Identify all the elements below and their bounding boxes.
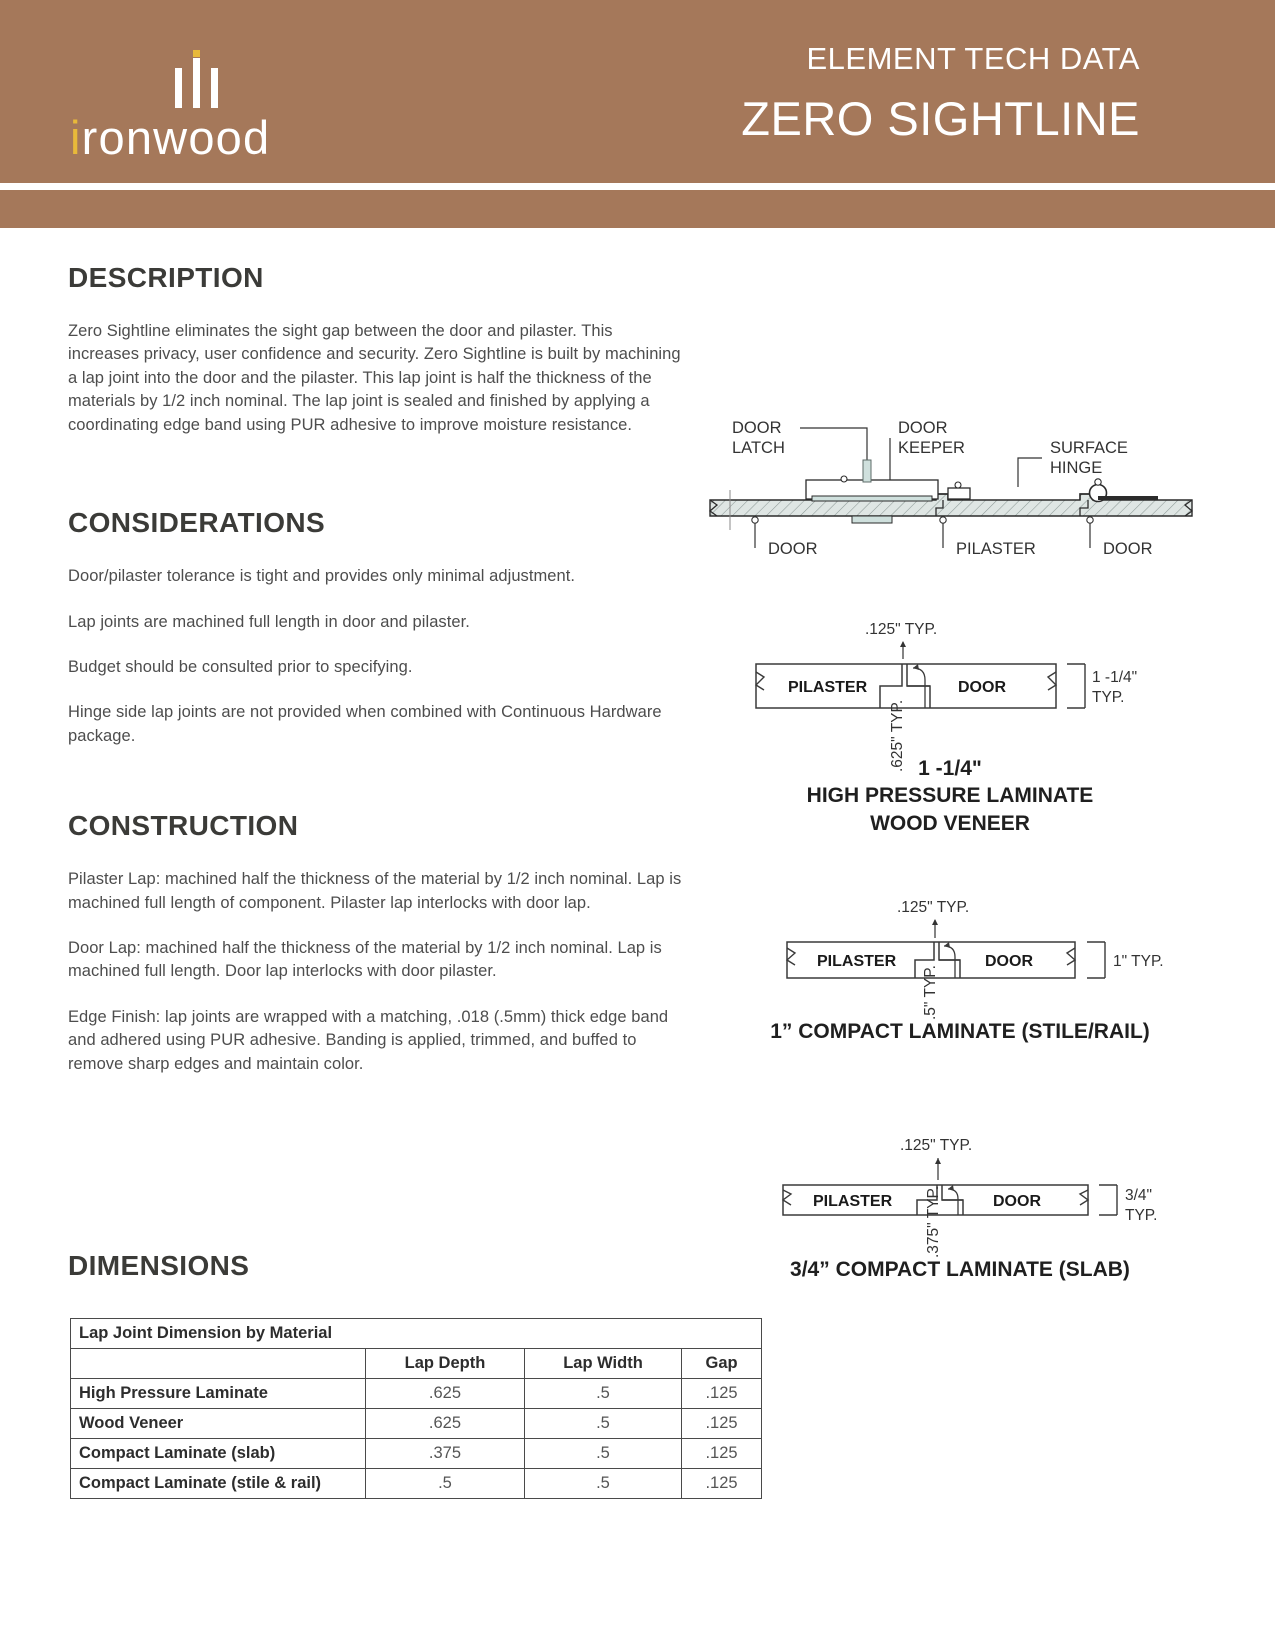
- label-surface-hinge-line2: HINGE: [1050, 459, 1103, 477]
- label-surface-hinge-line1: SURFACE: [1050, 439, 1128, 457]
- row-lap-width: .5: [524, 1439, 681, 1469]
- csr-lap-depth-label: .5" TYP.: [922, 965, 939, 1020]
- table-title-row: [71, 1319, 762, 1349]
- table-header-row: [71, 1349, 762, 1379]
- row-lap-depth: .625: [366, 1379, 525, 1409]
- section-considerations: [68, 507, 688, 748]
- table-col-gap: Gap: [682, 1349, 762, 1379]
- header-kicker: ELEMENT TECH DATA: [806, 41, 1140, 76]
- label-door-latch-line1: DOOR: [732, 419, 782, 437]
- hpl-caption-1: 1 -1/4": [918, 757, 982, 780]
- diagram-plan-detail: [700, 412, 1200, 562]
- slab-caption-block: [700, 1258, 1220, 1282]
- hpl-pilaster-label: PILASTER: [788, 679, 868, 696]
- construction-heading: CONSTRUCTION: [68, 810, 299, 842]
- header-titles: [741, 40, 1140, 147]
- dimensions-heading: DIMENSIONS: [68, 1250, 250, 1281]
- hpl-thickness-line2: TYP.: [1092, 689, 1125, 706]
- construction-paragraph: Pilaster Lap: machined half the thickness of the material by 1/2 inch nominal. Lap is machined full length of component. Pilaster lap interlocks with door lap.: [68, 870, 682, 912]
- logo-bar-left-icon: [175, 68, 182, 108]
- table-row: [71, 1469, 762, 1499]
- slab-gap-label: .125" TYP.: [900, 1137, 973, 1154]
- row-lap-depth: .5: [366, 1469, 525, 1499]
- csr-thickness-label: 1" TYP.: [1113, 953, 1164, 970]
- hpl-caption-block: [730, 755, 1170, 837]
- table-col-lap-width: Lap Width: [524, 1349, 681, 1379]
- row-material: High Pressure Laminate: [71, 1379, 366, 1409]
- lap-joint-dimensions-table: [70, 1318, 762, 1499]
- surface-hinge-leaf: [1098, 496, 1158, 500]
- header-rule: [0, 183, 1275, 190]
- label-door-keeper-line2: KEEPER: [898, 439, 965, 457]
- door-latch-strike: [812, 496, 932, 501]
- page-title: ZERO SIGHTLINE: [741, 91, 1140, 145]
- door-latch-underside: [852, 516, 892, 523]
- hpl-gap-label: .125" TYP.: [865, 621, 938, 638]
- brand-logo: [70, 50, 370, 164]
- table-col-blank: [71, 1349, 366, 1379]
- header-band: [0, 190, 1275, 228]
- section-description: [68, 262, 688, 437]
- row-material: Compact Laminate (stile & rail): [71, 1469, 366, 1499]
- door-latch-pin: [863, 460, 871, 482]
- considerations-heading: CONSIDERATIONS: [68, 507, 326, 539]
- description-heading: DESCRIPTION: [68, 262, 264, 293]
- slab-pilaster-label: PILASTER: [813, 1193, 893, 1210]
- logo-mark-icon: [168, 50, 238, 108]
- hpl-caption-2: HIGH PRESSURE LAMINATE: [806, 784, 1094, 808]
- page-header: [0, 0, 1275, 183]
- slab-lap-depth-label: .375" TYP.: [925, 1185, 942, 1258]
- label-pilaster: PILASTER: [956, 540, 1036, 558]
- row-gap: .125: [682, 1379, 762, 1409]
- slab-thickness-line2: TYP.: [1125, 1207, 1158, 1224]
- row-material: Wood Veneer: [71, 1409, 366, 1439]
- label-door-left: DOOR: [768, 540, 818, 558]
- considerations-paragraph: Budget should be consulted prior to specifying.: [68, 657, 413, 676]
- slab-thickness-line1: 3/4": [1125, 1187, 1153, 1204]
- description-paragraph: Zero Sightline eliminates the sight gap between the door and pilaster. This increases privacy, user confidence and security. Zero Sightline is built by machining a lap joint into the door and the pilaster. This lap joint is half the thickness of the materials by 1/2 inch nominal. The lap joint is sealed and finished by applying a coordinating edge band using PUR adhesive to improve moisture resistance.: [68, 322, 681, 434]
- logo-accent-dot-icon: [193, 50, 200, 57]
- door-keeper-body: [948, 488, 970, 499]
- table-col-lap-depth: Lap Depth: [366, 1349, 525, 1379]
- logo-bar-right-icon: [211, 68, 218, 108]
- construction-paragraph: Door Lap: machined half the thickness of the material by 1/2 inch nominal. Lap is machined full length. Door lap interlocks with door pilaster.: [68, 939, 662, 981]
- considerations-paragraph: Lap joints are machined full length in door and pilaster.: [68, 612, 470, 631]
- considerations-paragraph: Door/pilaster tolerance is tight and provides only minimal adjustment.: [68, 567, 575, 586]
- csr-door-label: DOOR: [985, 953, 1033, 970]
- row-gap: .125: [682, 1469, 762, 1499]
- row-material: Compact Laminate (slab): [71, 1439, 366, 1469]
- table-row: [71, 1379, 762, 1409]
- row-gap: .125: [682, 1439, 762, 1469]
- hpl-door-label: DOOR: [958, 679, 1006, 696]
- hpl-thickness-line1: 1 -1/4": [1092, 669, 1138, 686]
- table-row: [71, 1439, 762, 1469]
- csr-pilaster-label: PILASTER: [817, 953, 897, 970]
- slab-caption: 3/4” COMPACT LAMINATE (SLAB): [790, 1258, 1130, 1281]
- table-title: Lap Joint Dimension by Material: [71, 1319, 762, 1349]
- csr-caption: 1” COMPACT LAMINATE (STILE/RAIL): [770, 1020, 1150, 1043]
- section-construction: [68, 810, 688, 1076]
- label-door-keeper-line1: DOOR: [898, 419, 948, 437]
- logo-i-accent: i: [70, 111, 82, 164]
- row-lap-width: .5: [524, 1409, 681, 1439]
- content-column: [68, 262, 688, 1098]
- construction-paragraph: Edge Finish: lap joints are wrapped with a matching, .018 (.5mm) thick edge band and adhered using PUR adhesive. Banding is applied, trimmed, and buffed to remove sharp edges and maintain color.: [68, 1007, 669, 1073]
- table-row: [71, 1409, 762, 1439]
- logo-bar-center-icon: [193, 58, 200, 108]
- row-gap: .125: [682, 1409, 762, 1439]
- slab-door-label: DOOR: [993, 1193, 1041, 1210]
- considerations-paragraph: Hinge side lap joints are not provided when combined with Continuous Hardware package.: [68, 703, 662, 745]
- row-lap-width: .5: [524, 1469, 681, 1499]
- hpl-lap-depth-label: .625" TYP.: [889, 699, 906, 772]
- diagram-compact-slab: [745, 1128, 1175, 1258]
- label-door-latch-line2: LATCH: [732, 439, 785, 457]
- row-lap-depth: .375: [366, 1439, 525, 1469]
- row-lap-depth: .625: [366, 1409, 525, 1439]
- csr-caption-block: [700, 1020, 1220, 1044]
- logo-wordmark: ironwood: [70, 111, 271, 164]
- row-lap-width: .5: [524, 1379, 681, 1409]
- label-door-right: DOOR: [1103, 540, 1153, 558]
- csr-gap-label: .125" TYP.: [897, 899, 970, 916]
- diagram-compact-stile-rail: [745, 890, 1175, 1020]
- hpl-caption-3: WOOD VENEER: [870, 811, 1030, 835]
